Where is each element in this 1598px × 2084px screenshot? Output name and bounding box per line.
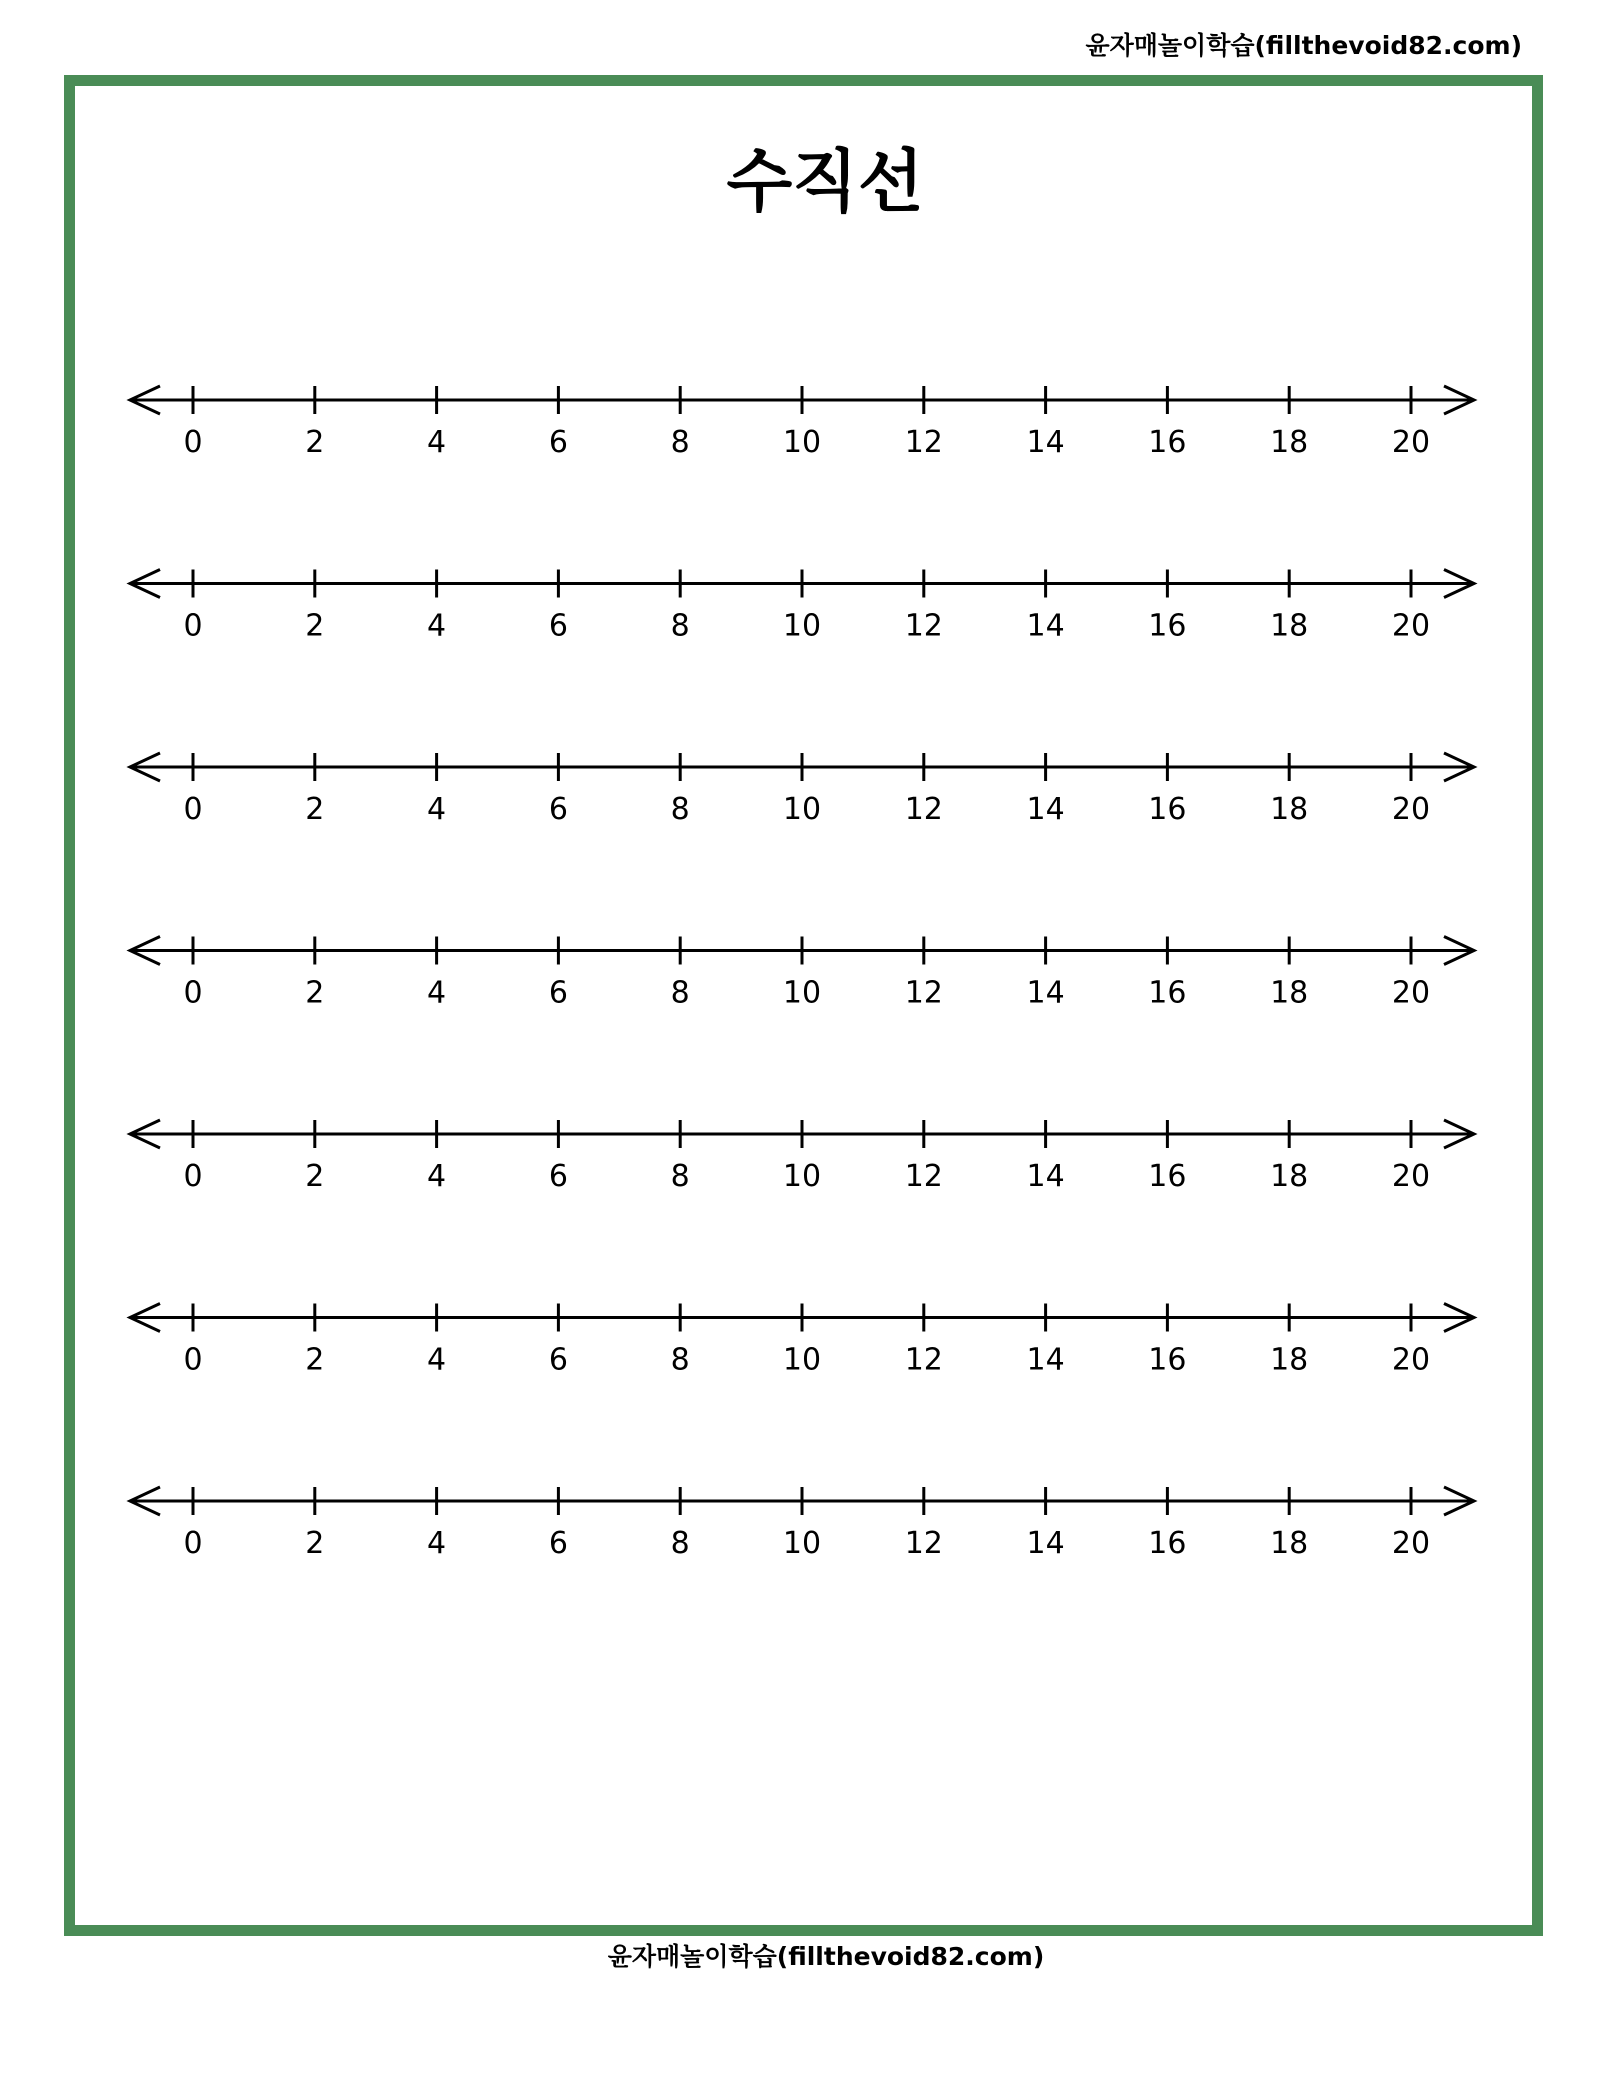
tick-label: 14	[1026, 792, 1065, 827]
tick-label: 2	[305, 608, 325, 644]
tick-label: 18	[1270, 1159, 1309, 1194]
tick-label: 4	[427, 608, 447, 644]
tick-label: 6	[548, 1159, 568, 1194]
tick-label: 10	[782, 425, 822, 460]
tick-label: 2	[305, 1526, 325, 1561]
tick-label: 14	[1026, 1526, 1065, 1561]
tick-label: 0	[183, 1342, 203, 1378]
tick-label: 12	[904, 1159, 943, 1194]
number-line	[130, 937, 1474, 1011]
tick-label: 2	[305, 975, 325, 1011]
tick-label: 12	[904, 792, 943, 827]
tick-label: 6	[548, 792, 568, 827]
tick-label: 0	[183, 975, 203, 1011]
tick-label: 8	[670, 1159, 690, 1194]
tick-label: 10	[782, 608, 822, 644]
tick-label: 20	[1391, 792, 1431, 827]
footer-credit: 윤자매놀이학습(fillthevoid82.com)	[607, 1942, 1045, 1971]
tick-label: 16	[1148, 1526, 1187, 1561]
tick-label: 10	[782, 1526, 822, 1561]
tick-label: 16	[1148, 1159, 1187, 1194]
tick-label: 18	[1270, 425, 1309, 460]
tick-label: 20	[1391, 1526, 1431, 1561]
tick-label: 18	[1270, 975, 1309, 1011]
tick-label: 18	[1270, 1526, 1309, 1561]
number-line	[130, 386, 1474, 460]
tick-label: 6	[548, 425, 568, 460]
tick-label: 2	[305, 1159, 325, 1194]
tick-label: 4	[427, 792, 447, 827]
tick-label: 16	[1148, 792, 1187, 827]
tick-label: 8	[670, 1342, 690, 1378]
tick-label: 18	[1270, 608, 1309, 644]
page-title: 수직선	[726, 143, 924, 222]
tick-label: 0	[183, 792, 203, 827]
tick-label: 20	[1391, 425, 1431, 460]
tick-label: 2	[305, 792, 325, 827]
tick-label: 10	[782, 975, 822, 1011]
tick-label: 6	[548, 1526, 568, 1561]
tick-label: 8	[670, 975, 690, 1011]
tick-label: 4	[427, 1342, 447, 1378]
tick-label: 6	[548, 608, 568, 644]
tick-label: 16	[1148, 1342, 1187, 1378]
tick-label: 14	[1026, 425, 1065, 460]
tick-label: 2	[305, 1342, 325, 1378]
number-line	[130, 1487, 1474, 1561]
number-line	[130, 570, 1474, 644]
tick-label: 4	[427, 425, 447, 460]
tick-label: 16	[1148, 975, 1187, 1011]
tick-label: 14	[1026, 608, 1065, 644]
tick-label: 10	[782, 792, 822, 827]
tick-label: 16	[1148, 608, 1187, 644]
tick-label: 12	[904, 1342, 943, 1378]
tick-label: 0	[183, 608, 203, 644]
tick-label: 14	[1026, 975, 1065, 1011]
tick-label: 6	[548, 1342, 568, 1378]
tick-label: 14	[1026, 1159, 1065, 1194]
tick-label: 6	[548, 975, 568, 1011]
tick-label: 8	[670, 608, 690, 644]
tick-label: 0	[183, 1159, 203, 1194]
tick-label: 4	[427, 1526, 447, 1561]
tick-label: 8	[670, 425, 690, 460]
tick-label: 0	[183, 1526, 203, 1561]
tick-label: 2	[305, 425, 325, 460]
tick-label: 20	[1391, 608, 1431, 644]
tick-label: 20	[1391, 1159, 1431, 1194]
header-credit: 윤자매놀이학습(fillthevoid82.com)	[1085, 31, 1522, 60]
tick-label: 10	[782, 1342, 822, 1378]
number-line	[130, 1120, 1474, 1194]
tick-label: 18	[1270, 792, 1309, 827]
tick-label: 18	[1270, 1342, 1309, 1378]
tick-label: 16	[1148, 425, 1187, 460]
tick-label: 8	[670, 1526, 690, 1561]
tick-label: 20	[1391, 1342, 1431, 1378]
tick-label: 4	[427, 1159, 447, 1194]
tick-label: 0	[183, 425, 203, 460]
tick-label: 10	[782, 1159, 822, 1194]
tick-label: 12	[904, 608, 943, 644]
tick-label: 12	[904, 975, 943, 1011]
tick-label: 12	[904, 1526, 943, 1561]
tick-label: 14	[1026, 1342, 1065, 1378]
tick-label: 4	[427, 975, 447, 1011]
number-line	[130, 753, 1474, 827]
tick-label: 8	[670, 792, 690, 827]
tick-label: 12	[904, 425, 943, 460]
tick-label: 20	[1391, 975, 1431, 1011]
number-line	[130, 1304, 1474, 1378]
